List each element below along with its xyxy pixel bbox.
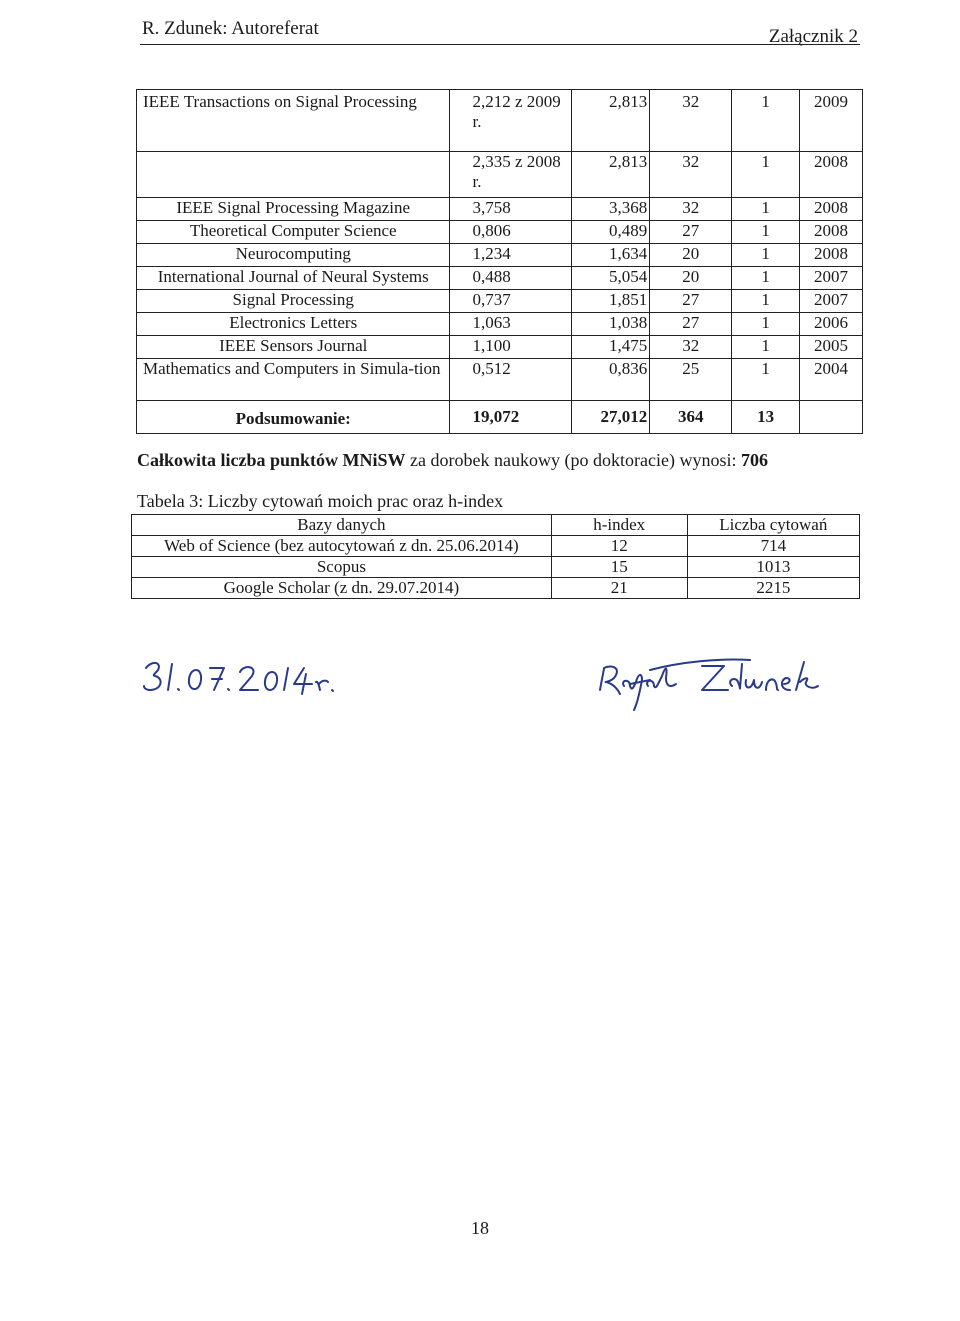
journal-if: 0,512 xyxy=(450,359,572,401)
journal-points: 27 xyxy=(650,313,732,336)
journal-count: 1 xyxy=(732,313,800,336)
table-row xyxy=(137,267,863,290)
journal-if5: 1,475 xyxy=(572,336,650,359)
journal-name: IEEE Sensors Journal xyxy=(137,336,450,359)
journal-year: 2009 xyxy=(800,90,863,152)
journal-points: 32 xyxy=(650,90,732,152)
handwritten-date xyxy=(142,656,352,702)
table-row xyxy=(132,578,860,599)
table-row xyxy=(137,152,863,198)
table-row xyxy=(137,198,863,221)
hindex-value: 21 xyxy=(551,578,687,599)
journal-count: 1 xyxy=(732,359,800,401)
journal-points: 32 xyxy=(650,336,732,359)
citations-value: 714 xyxy=(687,536,859,557)
journal-if: 0,806 xyxy=(450,221,572,244)
journal-name: Signal Processing xyxy=(137,290,450,313)
table-row xyxy=(137,290,863,313)
table-row xyxy=(132,536,860,557)
journal-count: 1 xyxy=(732,221,800,244)
journal-year: 2006 xyxy=(800,313,863,336)
header-databases: Bazy danych xyxy=(132,515,552,536)
journal-if5: 1,851 xyxy=(572,290,650,313)
table-row xyxy=(137,221,863,244)
table-row xyxy=(137,359,863,401)
summary-if: 19,072 xyxy=(450,401,572,434)
database-name: Google Scholar (z dn. 29.07.2014) xyxy=(132,578,552,599)
total-points-line xyxy=(137,450,768,471)
table3-caption: Tabela 3: Liczby cytowań moich prac oraz h-index xyxy=(137,491,504,511)
journal-points: 27 xyxy=(650,290,732,313)
journal-if5: 2,813 xyxy=(572,90,650,152)
journal-year: 2005 xyxy=(800,336,863,359)
journal-points: 27 xyxy=(650,221,732,244)
database-name: Scopus xyxy=(132,557,552,578)
journal-name: Electronics Letters xyxy=(137,313,450,336)
table-header-row xyxy=(132,515,860,536)
table-row xyxy=(137,336,863,359)
total-points-text: za dorobek naukowy (po doktoracie) wynosi: xyxy=(405,450,741,470)
journal-points: 25 xyxy=(650,359,732,401)
summary-if5: 27,012 xyxy=(572,401,650,434)
citations-value: 1013 xyxy=(687,557,859,578)
journal-year: 2008 xyxy=(800,198,863,221)
journal-points: 20 xyxy=(650,267,732,290)
database-name: Web of Science (bez autocytowań z dn. 25.06.2014) xyxy=(132,536,552,557)
journal-if5: 1,038 xyxy=(572,313,650,336)
journal-count: 1 xyxy=(732,290,800,313)
header-author: R. Zdunek: Autoreferat xyxy=(142,18,319,39)
page-number: 18 xyxy=(471,1218,489,1238)
citations-value: 2215 xyxy=(687,578,859,599)
journal-if5: 2,813 xyxy=(572,152,650,198)
header-hindex: h-index xyxy=(551,515,687,536)
header-rule xyxy=(140,44,860,45)
summary-year-empty xyxy=(800,401,863,434)
handwritten-signature xyxy=(590,650,850,720)
hindex-value: 15 xyxy=(551,557,687,578)
journal-year: 2008 xyxy=(800,152,863,198)
summary-count: 13 xyxy=(732,401,800,434)
journal-count: 1 xyxy=(732,336,800,359)
journal-if: 0,488 xyxy=(450,267,572,290)
journal-points: 20 xyxy=(650,244,732,267)
journal-year: 2008 xyxy=(800,244,863,267)
journal-count: 1 xyxy=(732,152,800,198)
journal-name: International Journal of Neural Systems xyxy=(137,267,450,290)
journal-if: 1,100 xyxy=(450,336,572,359)
header-citations: Liczba cytowań xyxy=(687,515,859,536)
total-points-label: Całkowita liczba punktów MNiSW xyxy=(137,450,406,470)
journal-if: 2,212 z 2009 r. xyxy=(450,90,572,152)
journal-year: 2008 xyxy=(800,221,863,244)
journal-if: 3,758 xyxy=(450,198,572,221)
hindex-value: 12 xyxy=(551,536,687,557)
journal-if5: 1,634 xyxy=(572,244,650,267)
journal-if: 1,063 xyxy=(450,313,572,336)
journal-points: 32 xyxy=(650,198,732,221)
table-row xyxy=(137,90,863,152)
journal-if5: 0,836 xyxy=(572,359,650,401)
journal-count: 1 xyxy=(732,267,800,290)
header-attachment: Załącznik 2 xyxy=(768,26,858,47)
journal-count: 1 xyxy=(732,198,800,221)
journal-if: 0,737 xyxy=(450,290,572,313)
summary-label: Podsumowanie: xyxy=(137,401,450,434)
journal-name: Mathematics and Computers in Simula-tion xyxy=(137,359,450,401)
journal-name: IEEE Signal Processing Magazine xyxy=(137,198,450,221)
journal-name: IEEE Transactions on Signal Processing xyxy=(137,90,450,152)
total-points-value: 706 xyxy=(740,450,768,470)
summary-points: 364 xyxy=(650,401,732,434)
journal-if: 2,335 z 2008 r. xyxy=(450,152,572,198)
journal-if: 1,234 xyxy=(450,244,572,267)
journal-year: 2007 xyxy=(800,290,863,313)
citations-table xyxy=(131,514,860,599)
journal-if5: 3,368 xyxy=(572,198,650,221)
table-row xyxy=(137,313,863,336)
journal-points: 32 xyxy=(650,152,732,198)
journal-if5: 5,054 xyxy=(572,267,650,290)
journal-name xyxy=(137,152,450,198)
journal-count: 1 xyxy=(732,90,800,152)
journal-year: 2004 xyxy=(800,359,863,401)
journals-table xyxy=(136,89,863,434)
table-row xyxy=(137,244,863,267)
journal-if5: 0,489 xyxy=(572,221,650,244)
journal-count: 1 xyxy=(732,244,800,267)
table-row xyxy=(132,557,860,578)
journal-year: 2007 xyxy=(800,267,863,290)
summary-row xyxy=(137,401,863,434)
journal-name: Neurocomputing xyxy=(137,244,450,267)
journal-name: Theoretical Computer Science xyxy=(137,221,450,244)
